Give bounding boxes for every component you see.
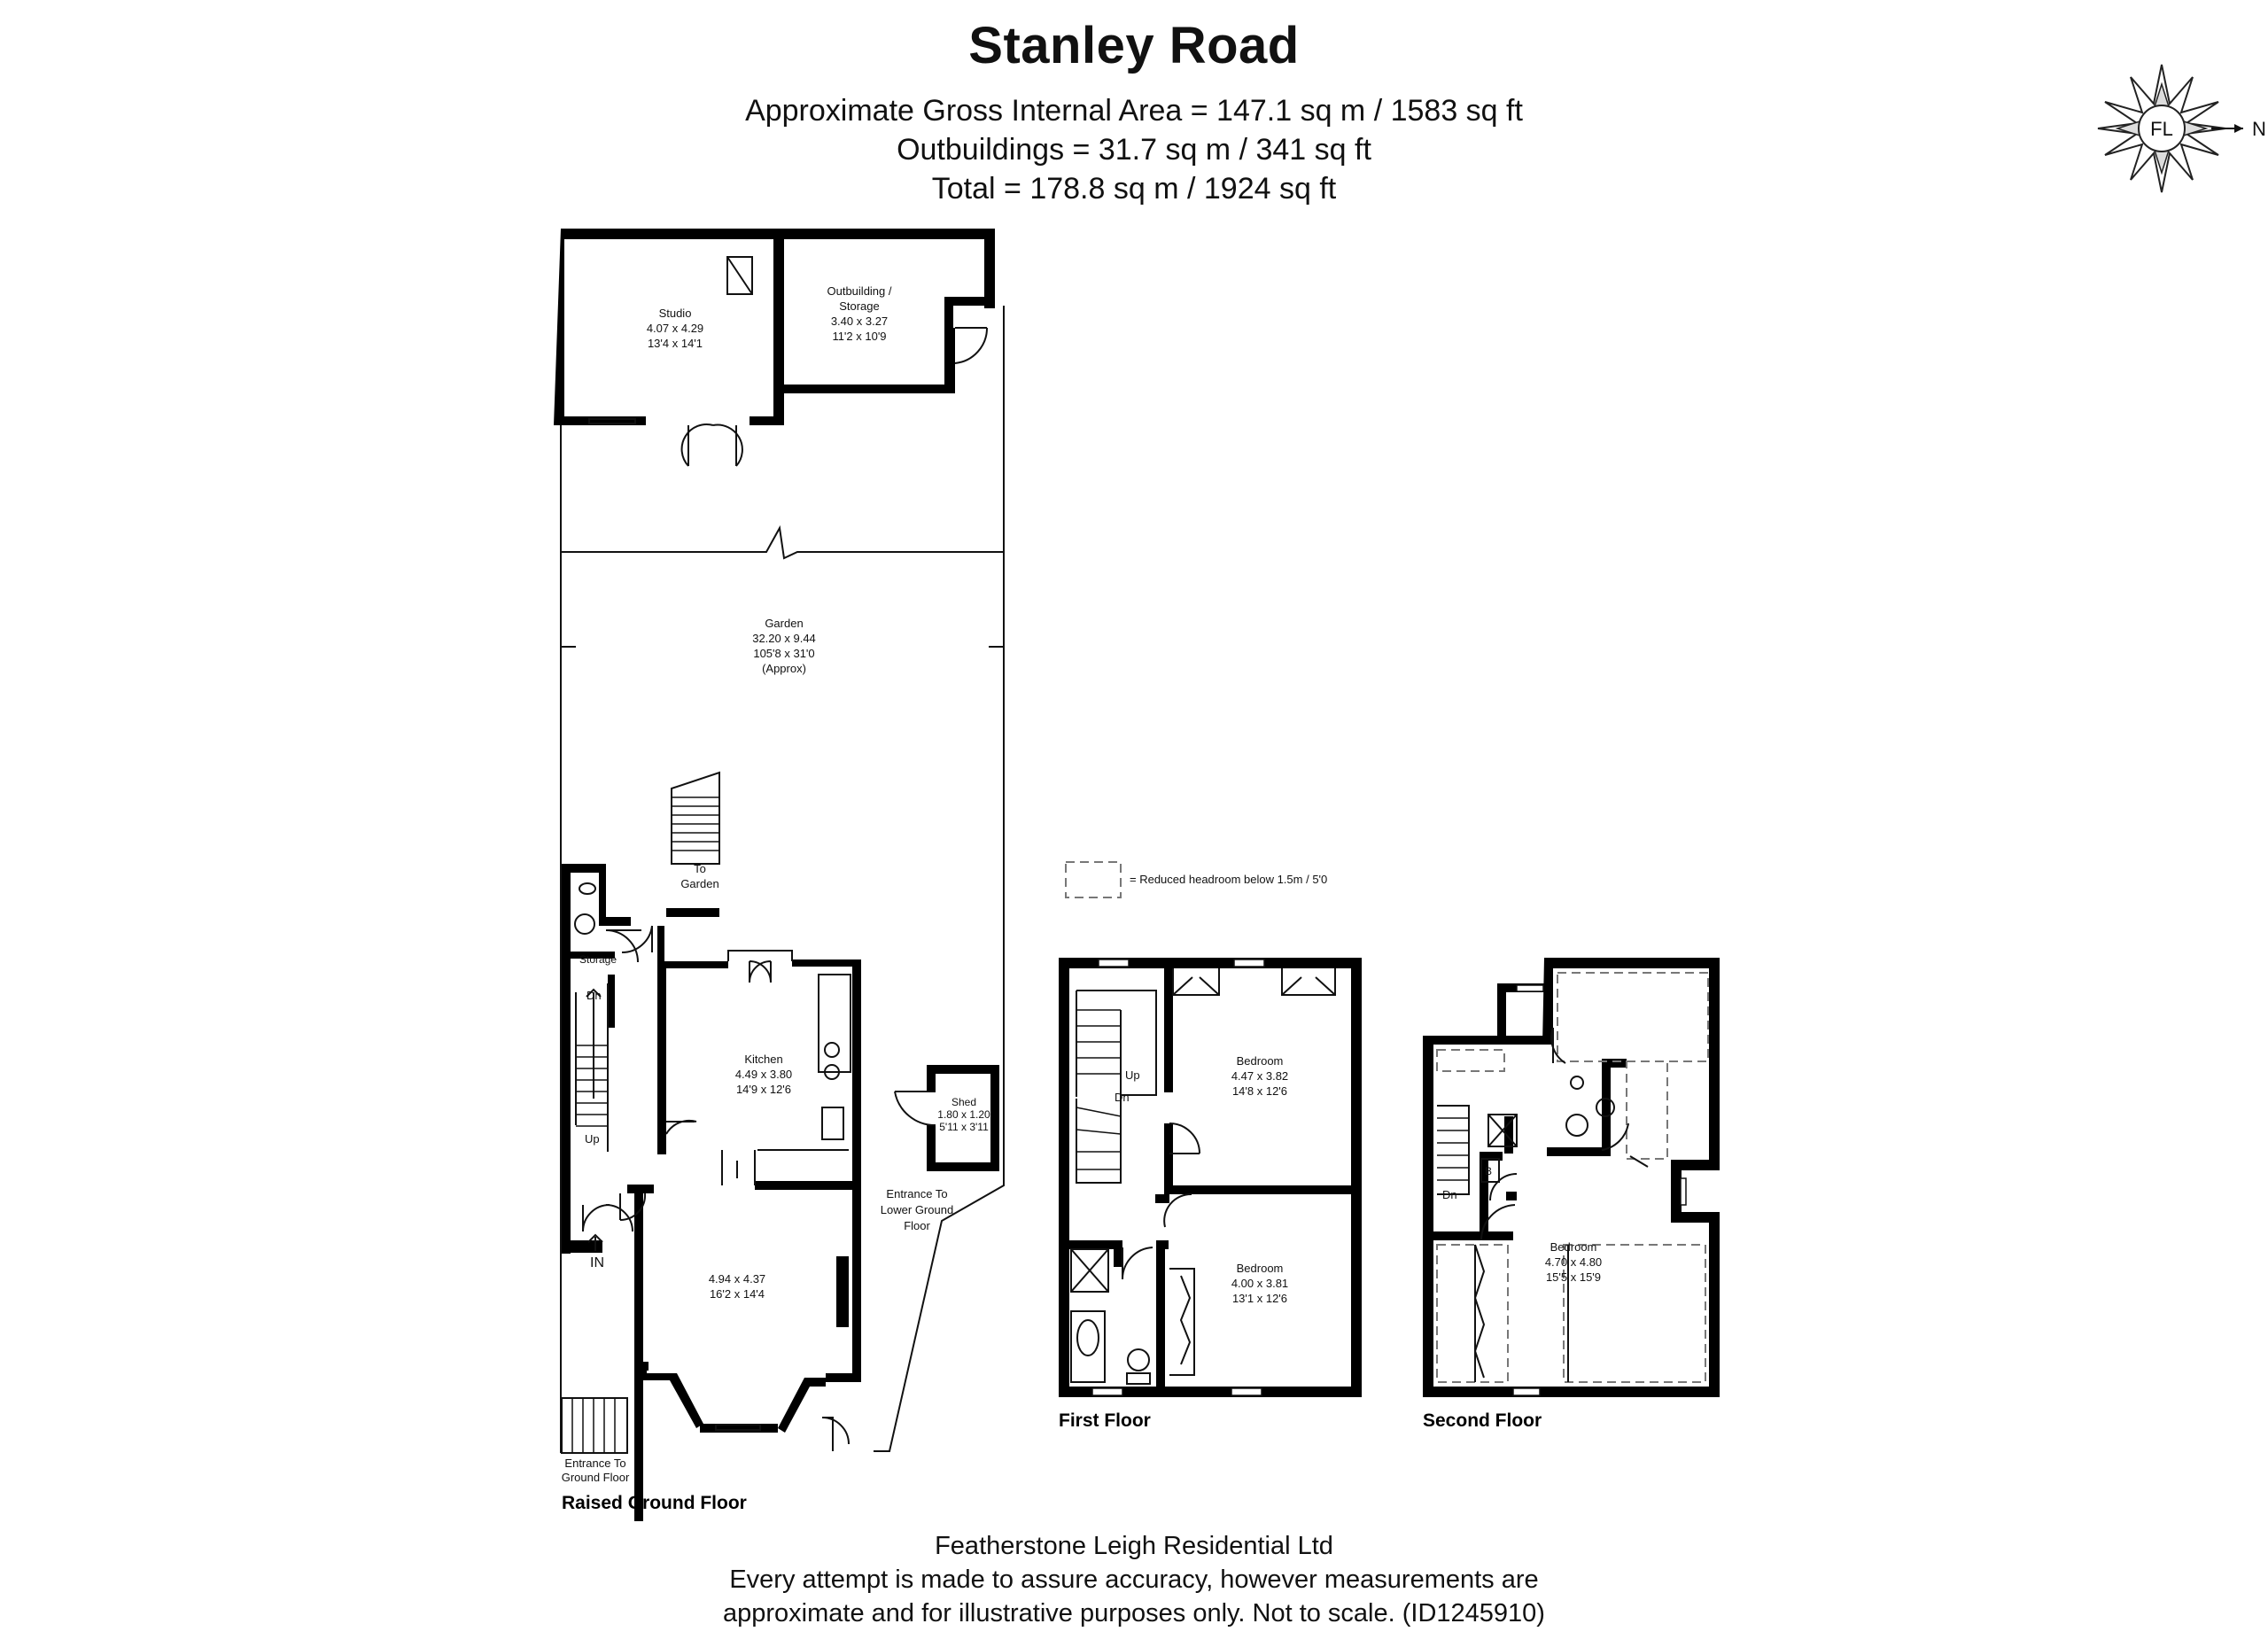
second-floor-plan — [1423, 958, 1720, 1431]
entrance-ground-2: Ground Floor — [561, 1471, 630, 1484]
shed-metric: 1.80 x 1.20 — [937, 1108, 990, 1121]
lower-entrance-1: Entrance To — [886, 1187, 948, 1200]
to-garden-label-1: To — [694, 862, 706, 875]
garden-imperial: 105'8 x 31'0 — [753, 647, 815, 660]
boiler-label: B — [1485, 1165, 1493, 1177]
kitchen-imperial: 14'9 x 12'6 — [735, 1083, 792, 1096]
outbuilding-name-2: Storage — [839, 299, 880, 313]
second-bedroom-name: Bedroom — [1550, 1240, 1597, 1254]
entrance-in-label: IN — [590, 1255, 604, 1270]
first-bedroom2-imperial: 13'1 x 12'6 — [1231, 1292, 1288, 1305]
outbuilding-metric: 3.40 x 3.27 — [830, 315, 889, 328]
first-floor-plan — [1059, 958, 1362, 1431]
outbuilding-name-1: Outbuilding / — [827, 284, 892, 298]
legend-text: = Reduced headroom below 1.5m / 5'0 — [1130, 873, 1328, 886]
first-bedroom1-imperial: 14'8 x 12'6 — [1231, 1084, 1288, 1098]
compass-logo: FL — [2150, 118, 2173, 140]
first-floor-label: First Floor — [1059, 1410, 1151, 1431]
first-bedroom1-name: Bedroom — [1236, 1054, 1284, 1068]
plan-title: Stanley Road — [968, 17, 1300, 74]
compass-rose-icon — [2098, 65, 2266, 192]
to-garden-label-2: Garden — [680, 877, 719, 890]
outbuildings-area: Outbuildings = 31.7 sq m / 341 sq ft — [897, 133, 1371, 167]
kitchen-metric: 4.49 x 3.80 — [734, 1068, 793, 1081]
total-area: Total = 178.8 sq m / 1924 sq ft — [931, 172, 1337, 206]
studio-metric: 4.07 x 4.29 — [646, 322, 704, 335]
stairs-up-label: Up — [585, 1132, 600, 1146]
north-label: N — [2252, 118, 2266, 140]
first-bedroom1-metric: 4.47 x 3.82 — [1231, 1069, 1289, 1083]
entrance-ground-1: Entrance To — [564, 1457, 626, 1470]
first-bedroom2-name: Bedroom — [1236, 1262, 1284, 1275]
second-dn-label: Dn — [1442, 1188, 1457, 1201]
first-dn-label: Dn — [1115, 1091, 1130, 1104]
raised-ground-floor-label: Raised Ground Floor — [562, 1493, 747, 1513]
reception-imperial: 16'2 x 14'4 — [709, 1287, 765, 1301]
shed-imperial: 5'11 x 3'11 — [939, 1121, 989, 1133]
stairs-down-label: Dn — [586, 989, 602, 1002]
second-floor-label: Second Floor — [1423, 1410, 1542, 1431]
shed-name: Shed — [951, 1096, 977, 1108]
company-name: Featherstone Leigh Residential Ltd — [935, 1532, 1333, 1560]
studio-imperial: 13'4 x 14'1 — [647, 337, 703, 350]
lower-entrance-2: Lower Ground — [880, 1203, 954, 1216]
studio-name: Studio — [658, 307, 692, 320]
second-bedroom-metric: 4.70 x 4.80 — [1544, 1255, 1603, 1269]
lower-entrance-3: Floor — [904, 1219, 930, 1232]
raised-ground-floor-plan — [554, 229, 1004, 1521]
disclaimer-line-2: approximate and for illustrative purposes only. Not to scale. (ID1245910) — [723, 1599, 1545, 1628]
garden-metric: 32.20 x 9.44 — [752, 632, 816, 645]
first-bedroom2-metric: 4.00 x 3.81 — [1231, 1277, 1289, 1290]
garden-name: Garden — [765, 617, 804, 630]
first-up-label: Up — [1125, 1068, 1140, 1082]
reception-metric: 4.94 x 4.37 — [708, 1272, 766, 1286]
storage-label: Storage — [579, 953, 617, 966]
disclaimer-line-1: Every attempt is made to assure accuracy, however measurements are — [729, 1565, 1539, 1594]
reduced-headroom-swatch — [1066, 862, 1121, 897]
kitchen-name: Kitchen — [744, 1053, 783, 1066]
gross-internal-area: Approximate Gross Internal Area = 147.1 sq m / 1583 sq ft — [745, 94, 1523, 128]
second-bedroom-imperial: 15'5 x 15'9 — [1545, 1270, 1602, 1284]
outbuilding-imperial: 11'2 x 10'9 — [832, 330, 887, 343]
garden-note: (Approx) — [762, 662, 806, 675]
